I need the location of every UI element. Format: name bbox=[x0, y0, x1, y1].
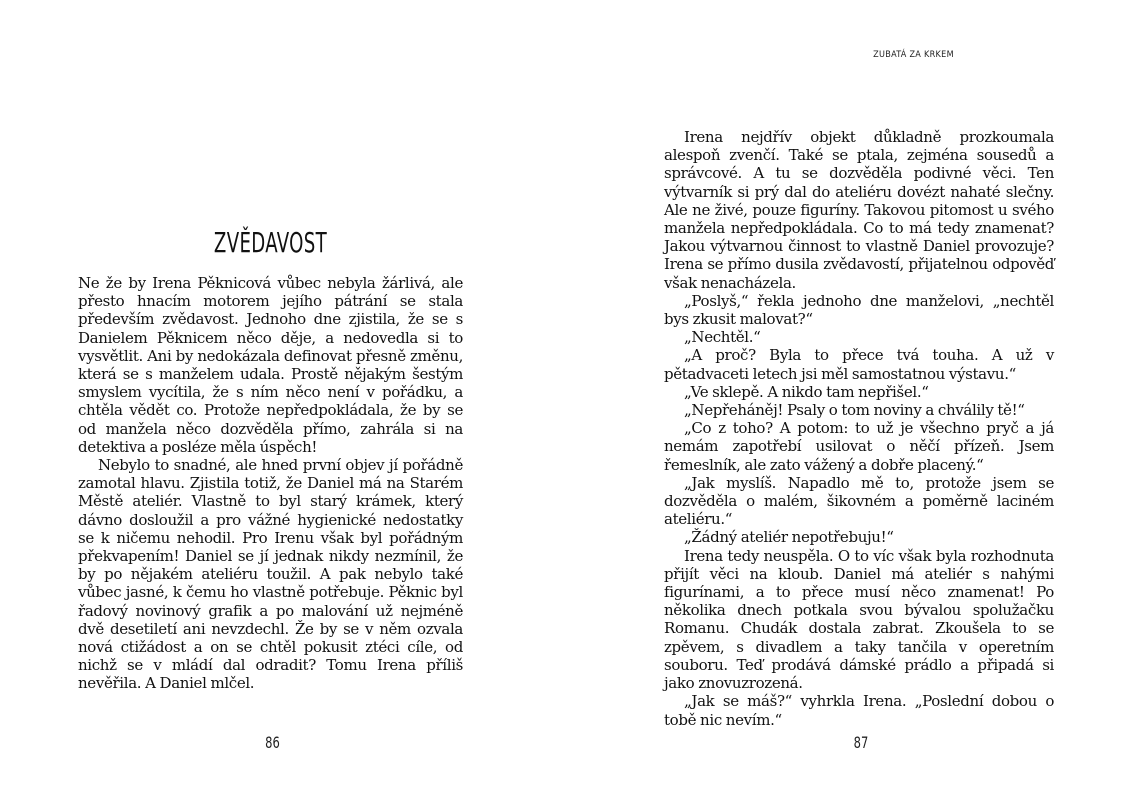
chapter-title: ZVĚDAVOST bbox=[213, 226, 328, 259]
right-page bbox=[566, 0, 1131, 800]
dialogue-line: „Jak se máš?“ vyhrkla Irena. „Poslední dobou o tobě nic nevím.“ bbox=[664, 692, 1054, 729]
dialogue-line: „Žádný ateliér nepotřebuju!“ bbox=[684, 528, 894, 547]
paragraph: Irena tedy neuspěla. O to víc však byla rozhodnuta přijít věci na kloub. Daniel má ateliér s nahými figurínami, a to přece musí něco znamenat! Po několika dnech potkala svou bývalou spolužačku Romanu. Chudák dostala zabrat. Zkoušela to se zpěvem, s divadlem a taky tančila v operetním souboru. Teď prodává dámské prádlo a připadá si jako znovuzrozená. bbox=[664, 546, 1054, 693]
page-number-left: 86 bbox=[265, 733, 280, 752]
dialogue-line: „Ve sklepě. A nikdo tam nepřišel.“ bbox=[684, 382, 929, 401]
dialogue-line: „Poslyš,“ řekla jednoho dne manželovi, „nechtěl bys zkusit malovat?“ bbox=[664, 291, 1054, 329]
paragraph: Ne že by Irena Pěknicová vůbec nebyla žárlivá, ale přesto hnacím motorem jejího pátrání se stala především zvědavost. Jednoho dne zjistila, že se s Danielem Pěknicem něco děje, a nedovedla si to vysvětlit. Ani by nedokázala definovat přesně změnu, která se s manželem udala. Prostě nějakým šestým smyslem vycítila, že s ním něco není v pořádku, a chtěla vědět co. Protože nepředpokládala, že by se od manžela něco dozvěděla přímo, zahrála si na detektiva a posléze měla úspěch! bbox=[78, 274, 463, 456]
dialogue-line: „Nepřeháněj! Psaly o tom noviny a chválily tě!“ bbox=[684, 401, 1025, 420]
dialogue-line: „Jak myslíš. Napadlo mě to, protože jsem se dozvěděla o malém, šikovném a poměrně laciném ateliéru.“ bbox=[664, 473, 1054, 529]
paragraph: Nebylo to snadné, ale hned první objev jí pořádně zamotal hlavu. Zjistila totiž, že Daniel má na Starém Městě ateliér. Vlastně to byl starý krámek, který dávno dosloužil a pro vážné hygienické nedostatky se k ničemu nehodil. Pro Irenu však byl pořádným překvapením! Daniel se jí jednak nikdy nezmínil, že by po nějakém ateliéru toužil. A pak nebylo také vůbec jasné, k čemu ho vlastně potřebuje. Pěknic byl řadový novinový grafik a po malování už nejméně dvě desetiletí ani nevzdechl. Že by se v něm ozvala nová ctižádost a on se chtěl pokusit ztéci cíle, od nichž se v mládí dal odradit? Tomu Irena příliš nevěřila. A Daniel mlčel. bbox=[78, 456, 463, 693]
dialogue-line: „Nechtěl.“ bbox=[684, 328, 761, 347]
dialogue-line: „Co z toho? A potom: to už je všechno pryč a já nemám zapotřebí usilovat o něčí přízeň. Jsem řemeslník, ale zato vážený a dobře placený.“ bbox=[664, 419, 1054, 474]
page-number-right: 87 bbox=[853, 733, 869, 752]
left-page-text bbox=[78, 274, 463, 693]
left-page bbox=[0, 0, 565, 800]
right-page-text bbox=[664, 128, 1054, 729]
dialogue-line: „A proč? Byla to přece tvá touha. A už v pětadvaceti letech jsi měl samostatnou výstavu.“ bbox=[664, 346, 1054, 383]
paragraph: Irena nejdřív objekt důkladně prozkoumala alespoň zvenčí. Také se ptala, zejména sousedů a správcové. A tu se dozvěděla podivné věci. Ten výtvarník si prý dal do ateliéru dovézt nahaté slečny. Ale ne živé, pouze figuríny. Takovou pitomost u svého manžela nepředpokládala. Co to má tedy znamenat? Jakou výtvarnou činnost to vlastně Daniel provozuje? Irena se přímo dusila zvědavostí, přijatelnou odpověď však nenacházela. bbox=[664, 128, 1054, 292]
running-head: ZUBATÁ ZA KRKEM bbox=[873, 50, 954, 60]
